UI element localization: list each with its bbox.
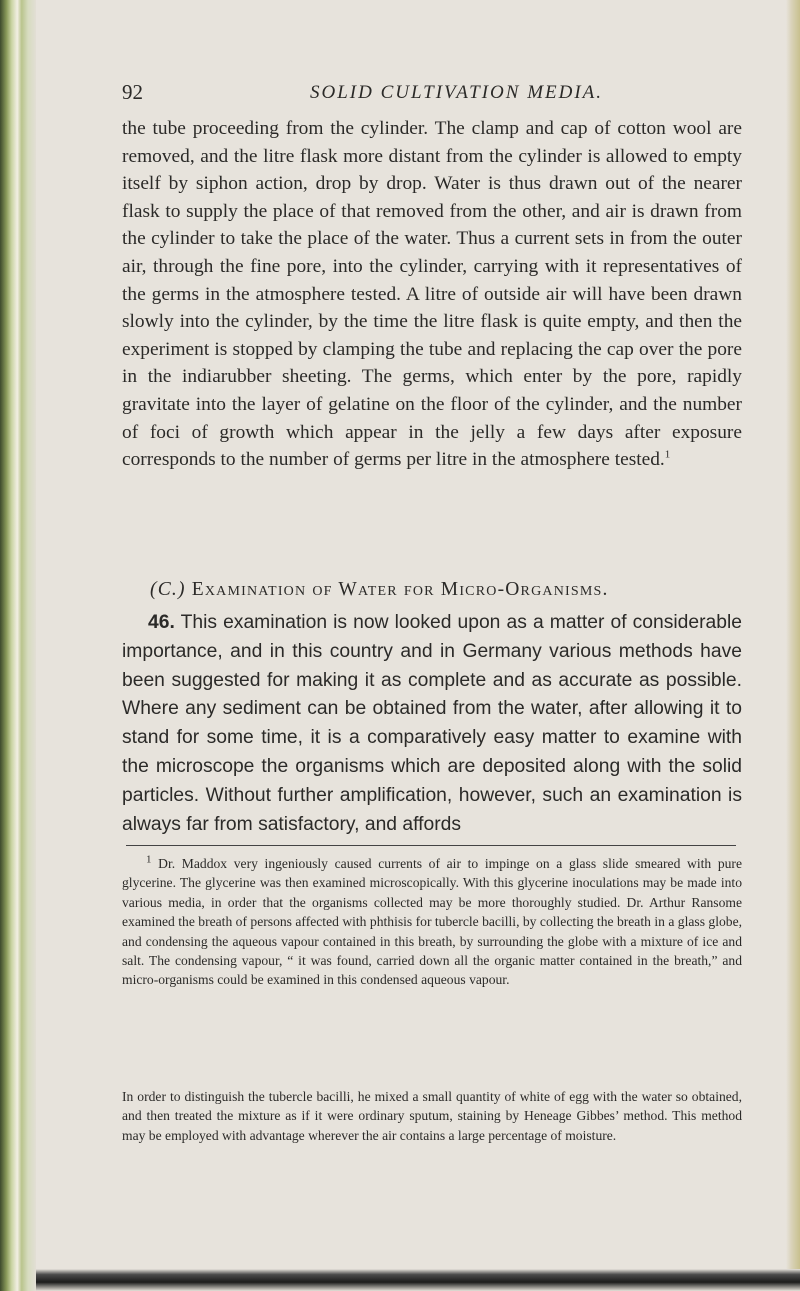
paragraph-2-text: This examination is now looked upon as a matter of considerable importance, and in this country and in Germany various methods have been suggested for making it as complete and as accurate as possible. Where any sediment can be obtained from the water, after allowing it to stand for some time, it is a comparatively easy matter to examine with the microscope the organisms which are deposited along with the solid particles. Without further amplification, however, such an examination is always far from satisfactory, and affords [122, 612, 742, 835]
section-heading [150, 579, 750, 601]
footnote-reference: 1 [664, 448, 671, 461]
footnote-text-2: In order to distinguish the tubercle bacilli, he mixed a small quantity of white of egg with the water so obtained, and then treated the mixture as if it were ordinary sputum, staining by Heneage Gibbes’ method. This method may be employed with advantage wherever the air contains a large percentage of moisture. [122, 1089, 742, 1143]
footnote-text-1: Dr. Maddox very ingeniously caused currents of air to impinge on a glass slide smeared with pure glycerine. The glycerine was then examined microscopically. With this glycerine inoculations may be made into various media, in order that the organisms collected may be more thoroughly studied. Dr. Arthur Ransome examined the breath of persons affected with phthisis for tubercle bacilli, by collecting the breath in a glass globe, and condensing the aqueous vapour contained in this breath, by surrounding the globe with a mixture of ice and salt. The condensing vapour, “ it was found, carried down all the organic matter contained in the breath,” and micro-organisms could be examined in this condensed aqueous vapour. [122, 856, 742, 988]
page-bottom-shadow [36, 1269, 800, 1291]
section-title: Examination of Water for Micro-Organisms. [191, 579, 609, 600]
footnote-divider [126, 845, 736, 846]
section-label: (C.) [150, 579, 186, 600]
page-right-edge [786, 0, 800, 1291]
body-paragraph-2 [122, 609, 742, 839]
footnote-marker: 1 [146, 853, 152, 866]
footnote-paragraph-1 [122, 854, 742, 990]
running-title: SOLID CULTIVATION MEDIA. [310, 82, 604, 103]
body-paragraph-1 [122, 115, 742, 474]
paragraph-number: 46. [148, 612, 175, 633]
footnote-paragraph-2 [122, 1087, 742, 1145]
page-number: 92 [122, 80, 143, 104]
paragraph-1-text: the tube proceeding from the cylinder. The clamp and cap of cotton wool are removed, and the litre flask more distant from the cylinder is allowed to empty itself by siphon action, drop by drop. Water is thus drawn out of the nearer flask to supply the place of that removed from the other, and air is drawn from the cylinder to take the place of the water. Thus a current sets in from the outer air, through the fine pore, into the cylinder, carrying with it representatives of the germs in the atmosphere tested. A litre of outside air will have been drawn slowly into the cylinder, by the time the litre flask is quite empty, and then the experiment is stopped by clamping the tube and replacing the cap over the pore in the indiarubber sheeting. The germs, which enter by the pore, rapidly gravitate into the layer of gelatine on the floor of the cylinder, and the number of foci of growth which appear in the jelly a few days after exposure corresponds to the number of germs per litre in the atmosphere tested. [122, 118, 742, 471]
book-binding-edge [0, 0, 36, 1291]
